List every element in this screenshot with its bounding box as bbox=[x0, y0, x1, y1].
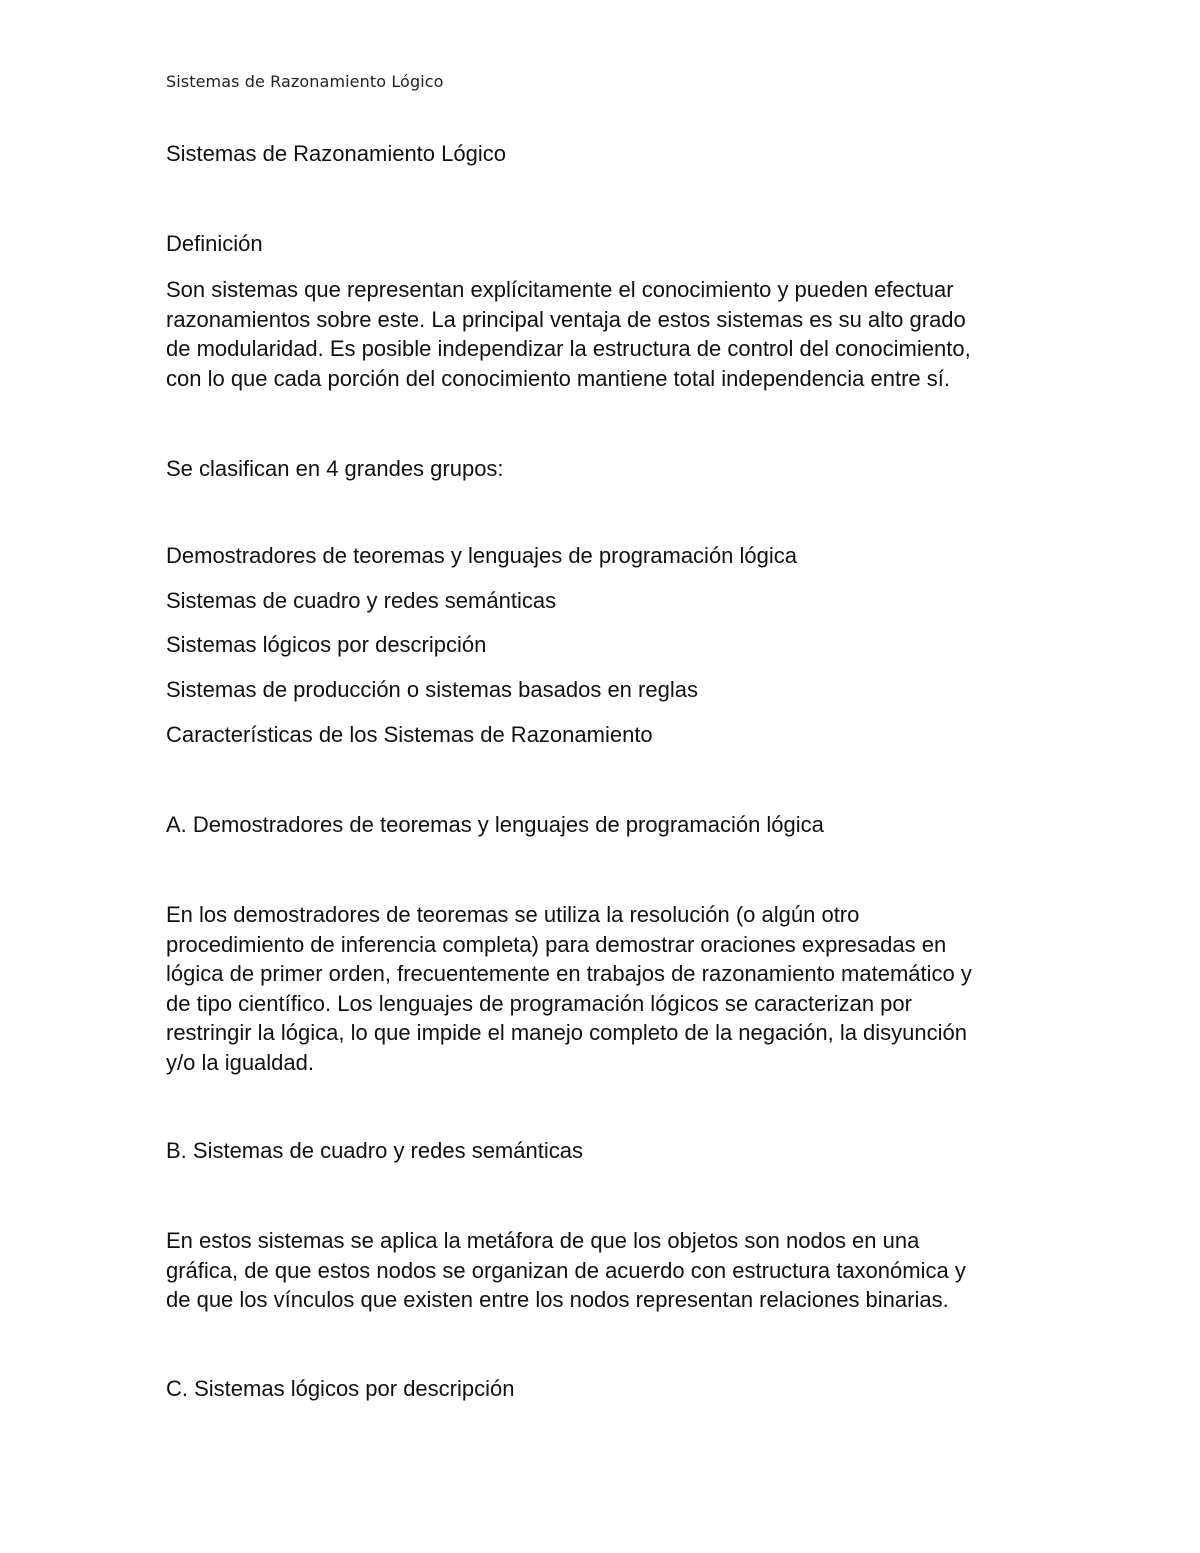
paragraph-line: razonamientos sobre este. La principal ventaja de estos sistemas es su alto grado bbox=[166, 306, 966, 332]
paragraph-line: de que los vínculos que existen entre los nodos representan relaciones binarias. bbox=[166, 1287, 949, 1313]
definition-paragraph bbox=[166, 275, 1046, 393]
group-item: Demostradores de teoremas y lenguajes de programación lógica bbox=[166, 543, 798, 568]
paragraph-line: y/o la igualdad. bbox=[166, 1049, 314, 1075]
section-a-heading: A. Demostradores de teoremas y lenguajes de programación lógica bbox=[166, 812, 824, 837]
section-a-paragraph bbox=[166, 900, 1046, 1078]
paragraph-line: lógica de primer orden, frecuentemente en trabajos de razonamiento matemático y bbox=[166, 961, 972, 987]
section-b-heading: B. Sistemas de cuadro y redes semánticas bbox=[166, 1138, 583, 1163]
definition-heading: Definición bbox=[166, 231, 263, 256]
group-item: Sistemas lógicos por descripción bbox=[166, 632, 487, 657]
paragraph-line: En estos sistemas se aplica la metáfora de que los objetos son nodos en una bbox=[166, 1228, 920, 1253]
classification-intro: Se clasifican en 4 grandes grupos: bbox=[166, 456, 504, 481]
paragraph-line: Son sistemas que representan explícitamente el conocimiento y pueden efectuar bbox=[166, 277, 954, 302]
paragraph-line: procedimiento de inferencia completa) para demostrar oraciones expresadas en bbox=[166, 931, 947, 957]
group-item: Sistemas de producción o sistemas basados en reglas bbox=[166, 677, 698, 702]
paragraph-line: de tipo científico. Los lenguajes de programación lógicos se caracterizan por bbox=[166, 990, 912, 1016]
section-c-heading: C. Sistemas lógicos por descripción bbox=[166, 1376, 515, 1401]
paragraph-line: restringir la lógica, lo que impide el manejo completo de la negación, la disyunción bbox=[166, 1020, 968, 1046]
section-b-paragraph bbox=[166, 1226, 1046, 1315]
group-item: Sistemas de cuadro y redes semánticas bbox=[166, 588, 557, 613]
running-header: Sistemas de Razonamiento Lógico bbox=[166, 72, 444, 91]
paragraph-line: con lo que cada porción del conocimiento mantiene total independencia entre sí. bbox=[166, 365, 950, 391]
group-item: Características de los Sistemas de Razonamiento bbox=[166, 722, 653, 747]
paragraph-line: gráfica, de que estos nodos se organizan de acuerdo con estructura taxonómica y bbox=[166, 1257, 966, 1283]
paragraph-line: En los demostradores de teoremas se utiliza la resolución (o algún otro bbox=[166, 902, 860, 927]
paragraph-line: de modularidad. Es posible independizar la estructura de control del conocimiento, bbox=[166, 336, 971, 362]
document-title: Sistemas de Razonamiento Lógico bbox=[166, 141, 506, 166]
